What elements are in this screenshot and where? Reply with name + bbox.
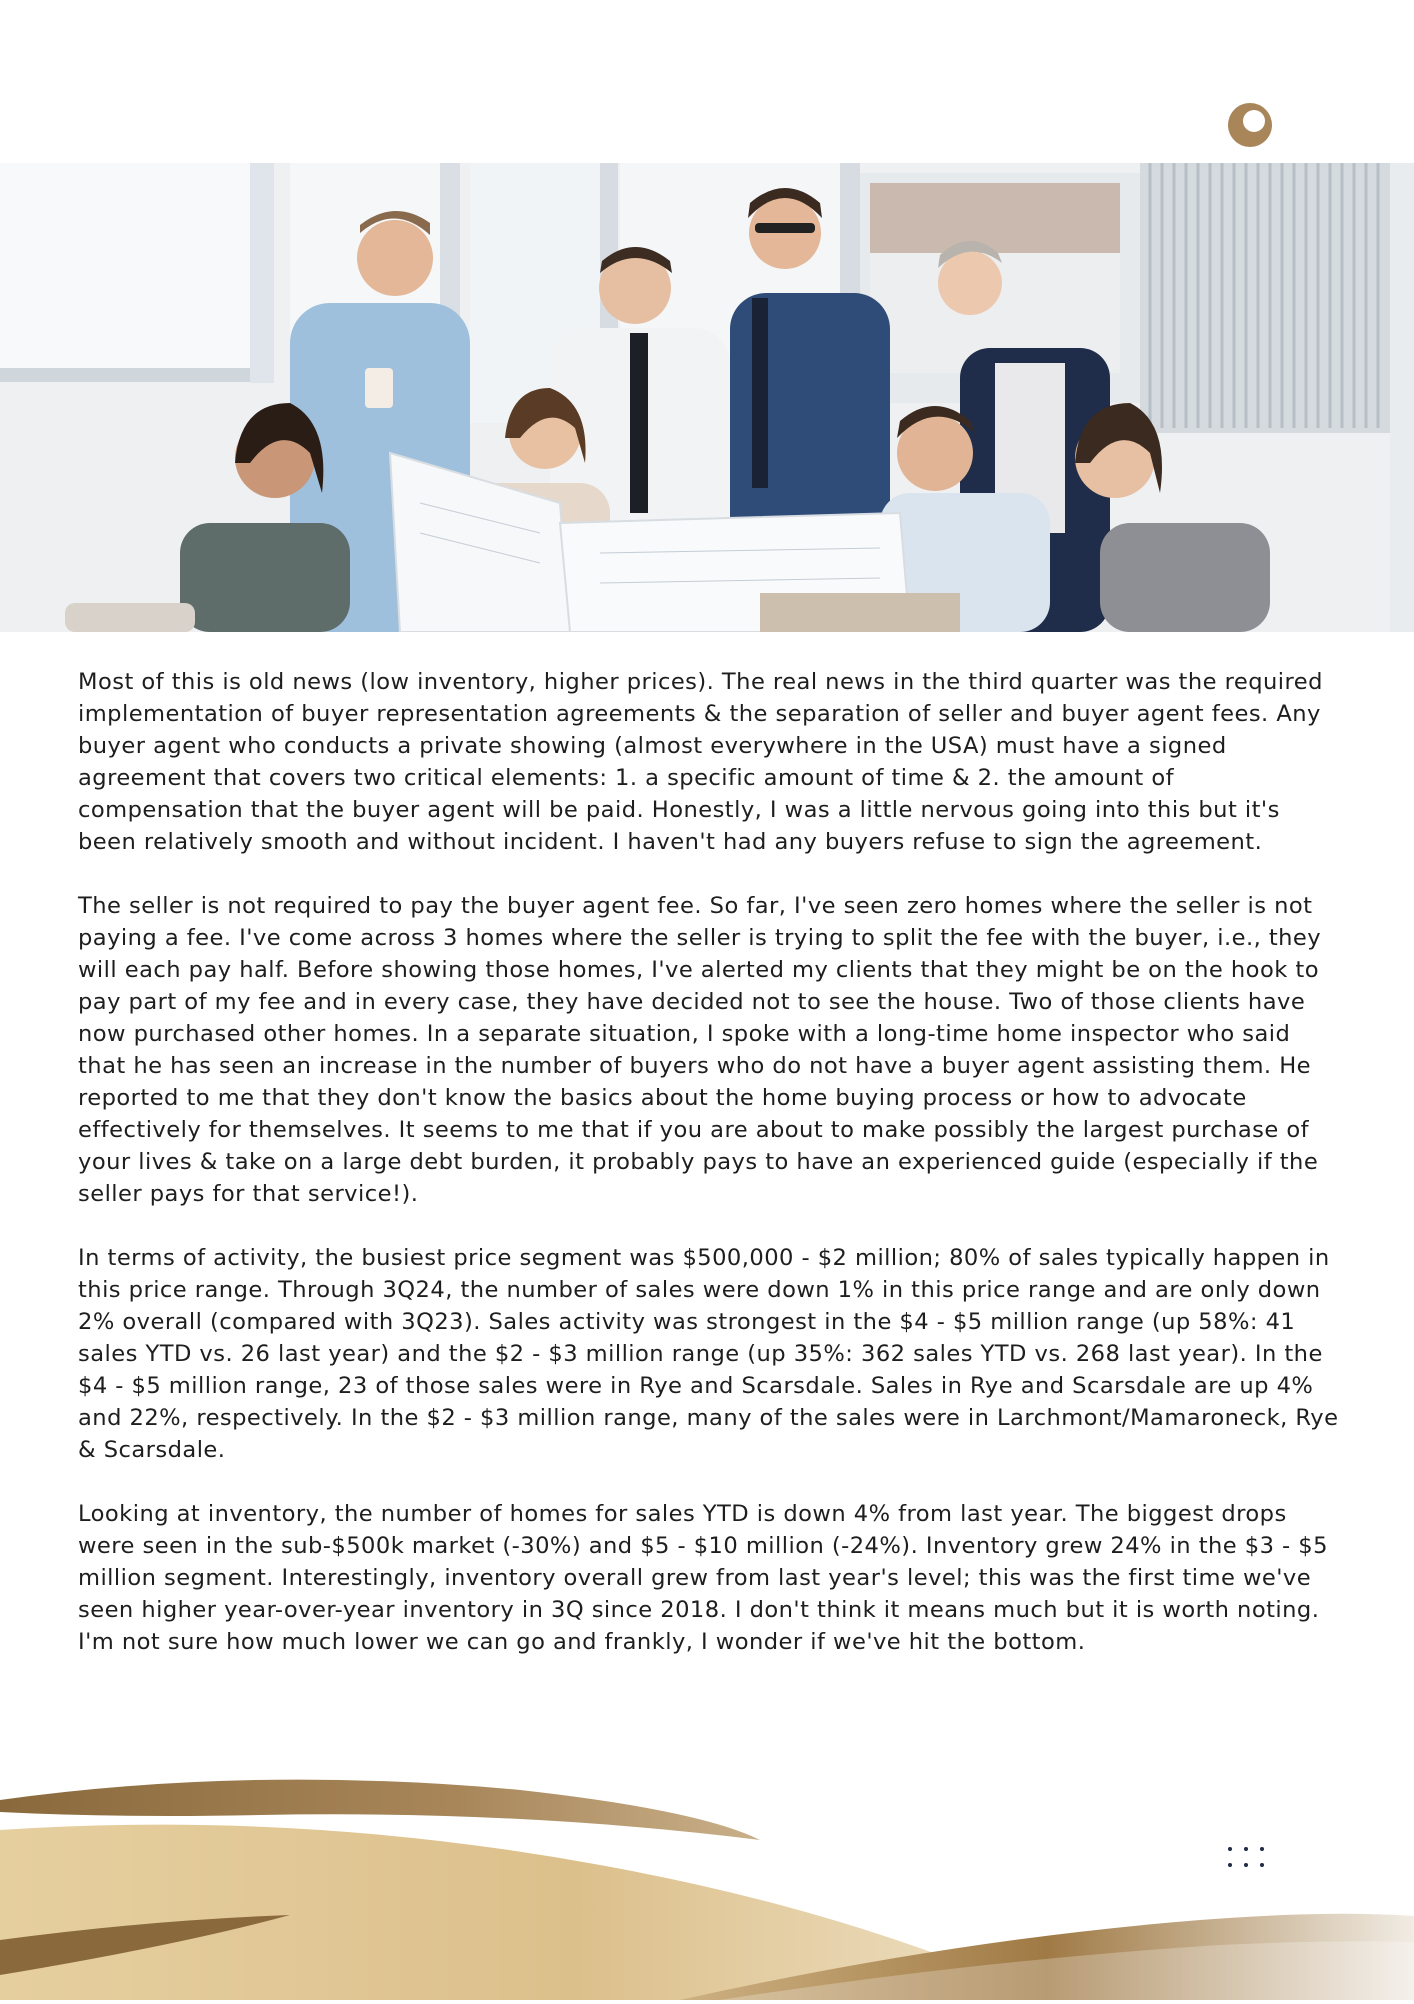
paragraph: Most of this is old news (low inventory, higher prices). The real news in the third quarter was the required implementation of buyer representation agreements & the separation of seller and buyer agent fees. Any buyer agent who conducts a private showing (almost everywhere in the USA) must have a signed agreement that covers two critical elements: 1. a specific amount of time & 2. the amount of compensation that the buyer agent will be paid. Honestly, I was a little nervous going into this but it's been relatively smooth and without incident. I haven't had any buyers refuse to sign the agreement. [78, 669, 1323, 855]
paragraph: The seller is not required to pay the buyer agent fee. So far, I've seen zero homes where the seller is not paying a fee. I've come across 3 homes where the seller is trying to split the fee with the buyer, i.e., they will each pay half. Before showing those homes, I've alerted my clients that they might be on the hook to pay part of my fee and in every case, they have decided not to see the house. Two of those clients have now purchased other homes. In a separate situation, I spoke with a long-time home inspector who said that he has seen an increase in the number of buyers who do not have a buyer agent assisting them. He reported to me that they don't know the basics about the home buying process or how to advocate effectively for themselves. It seems to me that if you are about to make possibly the largest purchase of your lives & take on a large debt burden, it probably pays to have an experienced guide (especially if the seller pays for that service!). [78, 893, 1322, 1207]
paragraph: In terms of activity, the busiest price segment was $500,000 - $2 million; 80% of sales typically happen in this price range. Through 3Q24, the number of sales were down 1% in this price range and are only down 2% overall (compared with 3Q23). Sales activity was strongest in the $4 - $5 million range (up 58%: 41 sales YTD vs. 26 last year) and the $2 - $3 million range (up 35%: 362 sales YTD vs. 268 last year). In the $4 - $5 million range, 23 of those sales were in Rye and Scarsdale. Sales in Rye and Scarsdale are up 4% and 22%, respectively. In the $2 - $3 million range, many of the sales were in Larchmont/Mamaroneck, Rye & Scarsdale. [78, 1245, 1339, 1463]
footer-wave-decoration [0, 1770, 1414, 2000]
hero-photo [0, 163, 1414, 632]
dots-menu-icon [1228, 1847, 1276, 1871]
logo-icon [1227, 102, 1273, 148]
paragraph: Looking at inventory, the number of homes for sales YTD is down 4% from last year. The biggest drops were seen in the sub-$500k market (-30%) and $5 - $10 million (-24%). Inventory grew 24% in the $3 - $5 million segment. Interestingly, inventory overall grew from last year's level; this was the first time we've seen higher year-over-year inventory in 3Q since 2018. I don't think it means much but it is worth noting. I'm not sure how much lower we can go and frankly, I wonder if we've hit the bottom. [78, 1501, 1328, 1655]
article-body [78, 666, 1340, 1690]
